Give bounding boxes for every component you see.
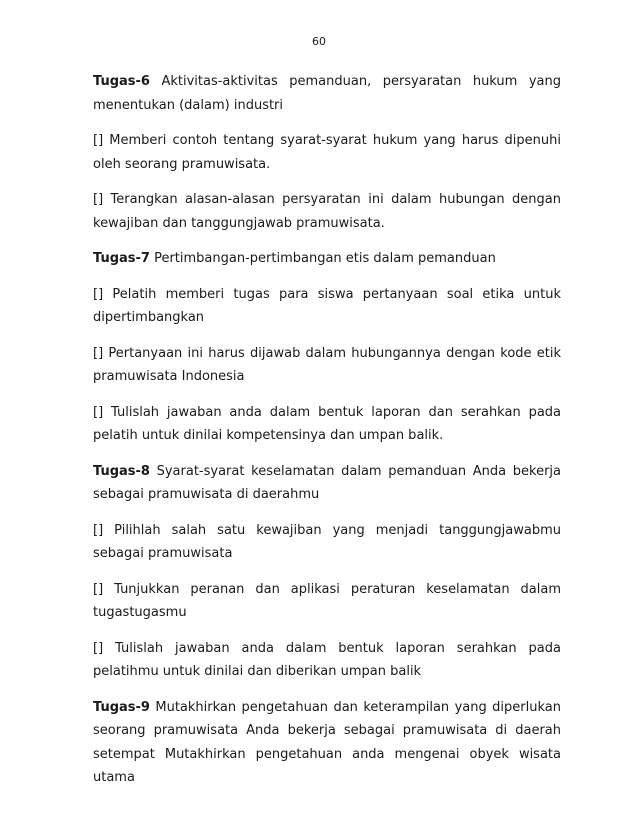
task-label: Tugas-7: [93, 251, 150, 266]
task-label: Tugas-9: [93, 699, 150, 715]
list-item: [93, 342, 561, 389]
paragraph-text: [] Memberi contoh tentang syarat-syarat hukum yang harus dipenuhi oleh seorang pramuwisata.: [93, 133, 561, 172]
list-item: [93, 129, 561, 176]
paragraph-text: [] Tulislah jawaban anda dalam bentuk laporan dan serahkan pada pelatih untuk dinilai kompetensinya dan umpan balik.: [93, 404, 561, 443]
paragraph-tugas-9: [93, 696, 561, 790]
paragraph-text: Syarat-syarat keselamatan dalam pemanduan Anda bekerja sebagai pramuwisata di daerahmu: [93, 463, 561, 502]
list-item: [93, 637, 561, 684]
list-item: [93, 283, 561, 330]
paragraph-text: [] Terangkan alasan-alasan persyaratan ini dalam hubungan dengan kewajiban dan tanggungjawab pramuwisata.: [93, 192, 561, 231]
list-item: [93, 401, 561, 448]
paragraph-text: Pertimbangan-pertimbangan etis dalam pemanduan: [149, 251, 496, 266]
document-body: [93, 70, 561, 802]
task-label: Tugas-6: [93, 74, 150, 89]
paragraph-text: [] Tunjukkan peranan dan aplikasi peraturan keselamatan dalam tugastugasmu: [93, 581, 561, 620]
paragraph-tugas-6: [93, 70, 561, 117]
paragraph-text: [] Tulislah jawaban anda dalam bentuk laporan serahkan pada pelatihmu untuk dinilai dan diberikan umpan balik: [93, 640, 561, 679]
paragraph-text: [] Pelatih memberi tugas para siswa pertanyaan soal etika untuk dipertimbangkan: [93, 286, 561, 325]
paragraph-text: Mutakhirkan pengetahuan dan keterampilan yang diperlukan seorang pramuwisata Anda bekerja sebagai pramuwisata di daerah setempat Mutakhirkan pengetahuan anda mengenai obyek wisata utama: [93, 699, 561, 785]
page-number: 60: [312, 35, 326, 48]
paragraph-text: Aktivitas-aktivitas pemanduan, persyaratan hukum yang menentukan (dalam) industri: [93, 74, 561, 113]
list-item: [93, 519, 561, 566]
paragraph-text: [] Pilihlah salah satu kewajiban yang menjadi tanggungjawabmu sebagai pramuwisata: [93, 522, 561, 561]
paragraph-tugas-7: [93, 247, 561, 271]
list-item: [93, 188, 561, 235]
paragraph-tugas-8: [93, 460, 561, 507]
list-item: [93, 578, 561, 625]
task-label: Tugas-8: [93, 463, 150, 479]
paragraph-text: [] Pertanyaan ini harus dijawab dalam hubungannya dengan kode etik pramuwisata Indonesia: [93, 345, 561, 384]
